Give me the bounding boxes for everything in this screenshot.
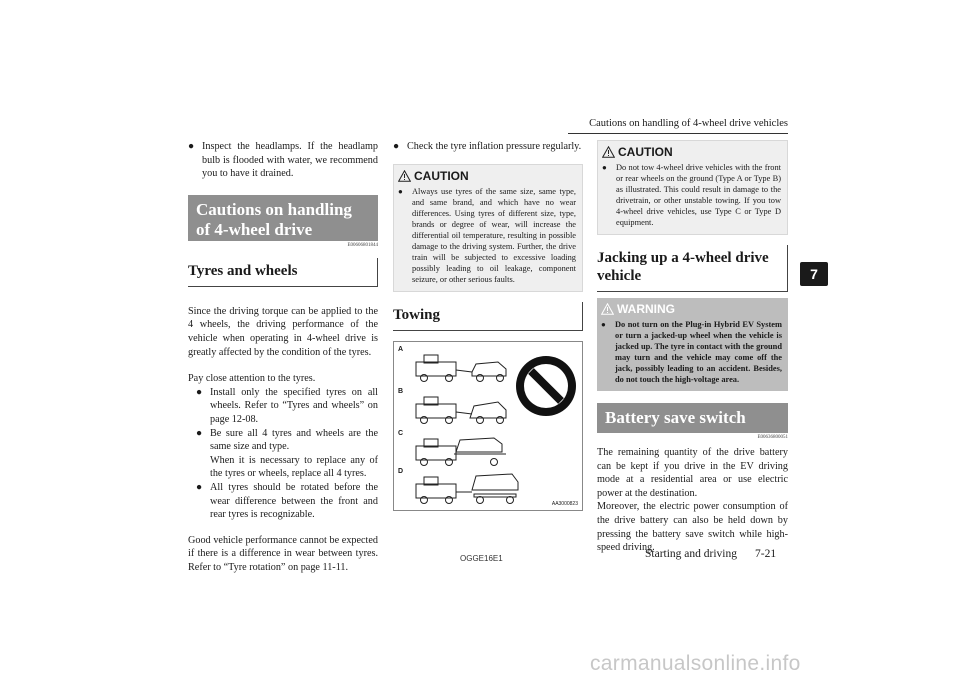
footer-page: 7-21 xyxy=(755,548,777,560)
bullet-item: ● Inspect the headlamps. If the headlamp bulb is flooded with water, we recommend you to have it drained. xyxy=(188,141,378,180)
bullet-icon: ● xyxy=(601,320,606,329)
warning-heading: WARNING xyxy=(601,302,782,316)
bullet-icon: ● xyxy=(196,386,203,398)
bullet-icon: ● xyxy=(602,163,607,172)
caution-heading: CAUTION xyxy=(602,145,781,159)
warning-triangle-icon xyxy=(398,170,411,182)
prohibited-icon xyxy=(516,356,576,416)
column-1 xyxy=(188,140,378,574)
caution-box xyxy=(597,140,788,235)
figure-code: AA3000823 xyxy=(551,500,578,507)
figure-label-a: A xyxy=(398,345,404,353)
towing-title: Towing xyxy=(393,302,583,331)
paragraph: The remaining quantity of the drive battery can be kept if you drive in the EV driving mode at a residential area or use electric power at the destination. xyxy=(597,447,788,499)
paragraph: Since the driving torque can be applied to the 4 wheels, the driving performance of the vehicle when operating in 4-wheel drive is greatly affected by the condition of the tyres. xyxy=(188,305,378,358)
caution-item: ● Do not tow 4-wheel drive vehicles with the front or rear wheels on the ground (Type A or Type B) as illustrated. This could result in damage to the drivetrain, or other unstable towing. If you tow 4-wheel drive vehicles, use Type C or Type D equipment. xyxy=(602,163,781,227)
paragraph: Pay close attention to the tyres. xyxy=(188,373,316,385)
towing-figure xyxy=(393,341,583,511)
column-3 xyxy=(597,140,788,555)
battery-code: E00636800051 xyxy=(757,435,788,440)
battery-title: Battery save switch xyxy=(597,403,788,433)
header-rule xyxy=(568,133,788,134)
warning-triangle-icon xyxy=(601,303,614,315)
towing-illustration xyxy=(394,342,582,510)
subsection-title: Tyres and wheels xyxy=(188,258,378,287)
warning-item: ● Do not turn on the Plug-in Hybrid EV System or turn a jacked-up wheel when the vehicle is jacked up. The tyre in contact with the ground may turn and the vehicle may come off the jack, possibly leading to an accident. Besides, do not touch the high-voltage area. xyxy=(601,320,782,384)
bullet-item: ● All tyres should be rotated before the wear difference between the front and rear tyres is recognizable. xyxy=(196,481,378,521)
bullet-icon: ● xyxy=(398,186,403,196)
section-title: Cautions on handling of 4-wheel drive vehicles xyxy=(188,195,378,241)
bullet-icon: ● xyxy=(393,141,400,152)
bullet-icon: ● xyxy=(196,481,203,493)
jack-title: Jacking up a 4-wheel drive vehicle xyxy=(597,245,788,292)
bullet-item: ● Check the tyre inflation pressure regularly. xyxy=(393,141,582,152)
chapter-tab: 7 xyxy=(800,262,828,286)
bullet-icon: ● xyxy=(188,141,195,152)
figure-label-b: B xyxy=(398,387,404,395)
bullet-item: ● Install only the specified tyres on all wheels. Refer to “Tyres and wheels” on page 12-08. xyxy=(196,386,378,425)
caution-heading: CAUTION xyxy=(398,169,576,183)
caution-item: ● Always use tyres of the same size, same type, and same brand, and which have no wear differences. Using tyres of different size, type, brands or degree of wear, will increase the differential oil temperature, resulting in possible damage to the driving system. Further, the drive train will be subjected to excessive loading possibly leading to oil leakage, component seizure, or other serious faults. xyxy=(398,186,576,284)
paragraph: Moreover, the electric power consumption of the drive battery can also be held down by pressing the battery save switch while high-speed driving. xyxy=(597,501,788,554)
figure-label-d: D xyxy=(398,467,404,475)
bullet-item: ● Be sure all 4 tyres and wheels are the same size and type. When it is necessary to replace any of the tyres or wheels, replace all 4 tyres. xyxy=(196,427,378,480)
warning-triangle-icon xyxy=(602,146,615,158)
watermark: carmanualsonline.info xyxy=(590,652,801,675)
footer-section: Starting and driving xyxy=(645,548,737,560)
bullet-icon: ● xyxy=(196,427,203,439)
running-header: Cautions on handling of 4-wheel drive vehicles xyxy=(589,118,788,129)
figure-label-c: C xyxy=(398,429,404,437)
paragraph: Good vehicle performance cannot be expected if there is a difference in wear between tyres. Refer to “Tyre rotation” on page 11-11. xyxy=(188,534,378,573)
warning-box xyxy=(597,298,788,391)
section-code: E00606801844 xyxy=(347,242,378,248)
caution-box xyxy=(393,164,583,292)
footer-code: OGGE16E1 xyxy=(460,554,503,563)
column-2 xyxy=(393,140,583,511)
